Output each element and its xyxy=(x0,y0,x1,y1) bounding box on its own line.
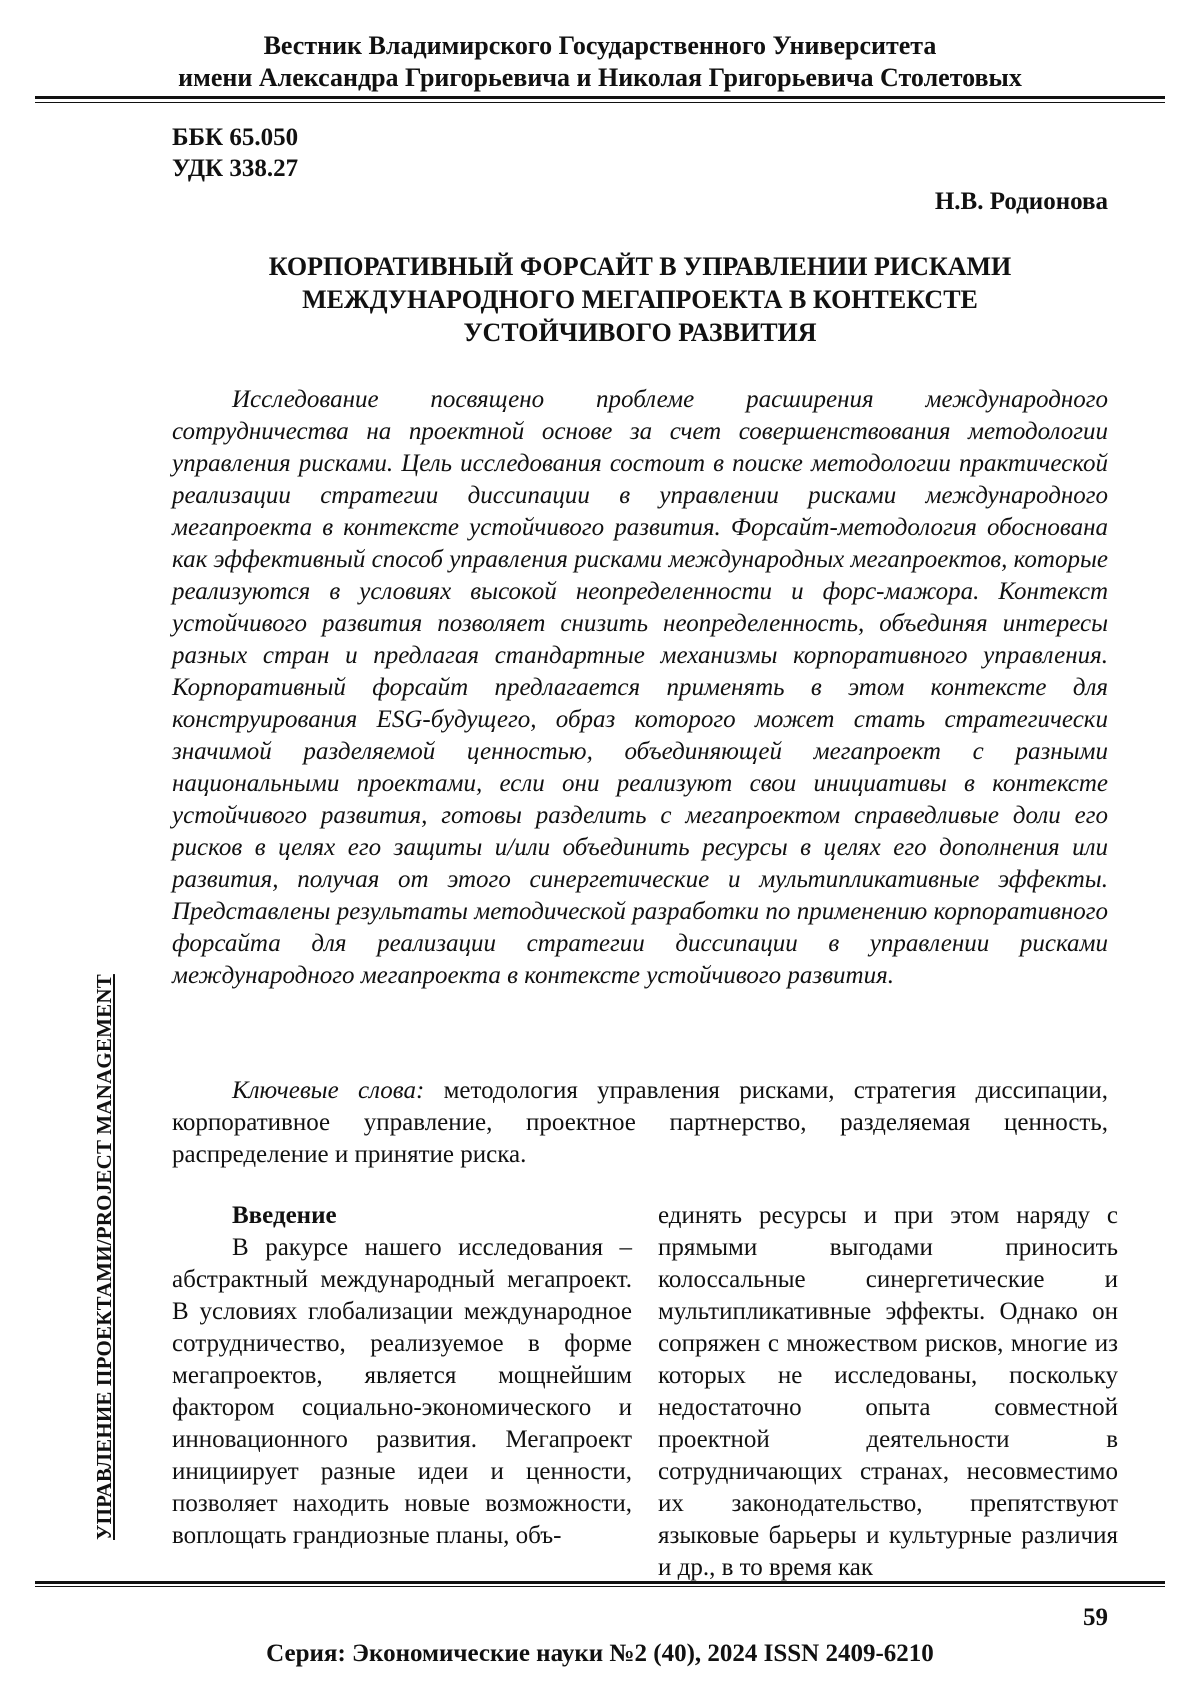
footer-rule-thin xyxy=(35,1586,1165,1587)
footer-rule-thick xyxy=(35,1581,1165,1584)
abstract: Исследование посвящено проблеме расширения международного сотрудничества на проектной основе за счет совершенствования методологии управления рисками. Цель исследования состоит в поиске методологии практической реализации стратегии диссипации в управлении рисками международного мегапроекта в контексте устойчивого развития. Форсайт-методология обоснована как эффективный способ управления рисками международных мегапроектов, которые реализуются в условиях высокой неопределенности и форс-мажора. Контекст устойчивого развития позволяет снизить неопределенность, объединяя интересы разных стран и предлагая стандартные механизмы корпоративного управления. Корпоративный форсайт предлагается применять в этом контексте для конструирования ESG-будущего, образ которого может стать стратегически значимой разделяемой ценностью, объединяющей мегапроект с разными национальными проектами, если они реализуют свои инициативы в контексте устойчивого развития, готовы разделить с мегапроектом справедливые доли его рисков в целях его защиты и/или объединить ресурсы в целях его дополнения или развития, получая от этого синергетические и мультипликативные эффекты. Представлены результаты методической разработки по применению корпоративного форсайта для реализации стратегии диссипации в управлении рисками международного мегапроекта в контексте устойчивого развития. xyxy=(172,386,1108,989)
header-rule-thin xyxy=(35,102,1165,103)
udk-code: УДК 338.27 xyxy=(172,155,299,182)
section-side-label: УПРАВЛЕНИЕ ПРОЕКТАМИ/PROJECT MANAGEMENT xyxy=(92,974,116,1540)
intro-column-left xyxy=(172,1200,632,1552)
classification-codes xyxy=(172,122,298,184)
keywords-label: Ключевые слова: xyxy=(232,1077,425,1104)
intro-column-right xyxy=(658,1200,1118,1584)
page-number: 59 xyxy=(1083,1604,1108,1631)
author-name: Н.В. Родионова xyxy=(934,188,1108,215)
keywords-text: методология управления рисками, стратегия диссипации, корпоративное управление, проектное партнерство, разделяемая ценность, распределение и принятие риска. xyxy=(172,1077,1108,1168)
journal-header xyxy=(35,30,1165,94)
keywords xyxy=(172,1075,1108,1171)
journal-name-line1: Вестник Владимирского Государственного Университета xyxy=(263,31,937,60)
title-line2: МЕЖДУНАРОДНОГО МЕГАПРОЕКТА В КОНТЕКСТЕ xyxy=(302,285,978,314)
article-title xyxy=(172,250,1108,349)
journal-name-line2: имени Александра Григорьевича и Николая Григорьевича Столетовых xyxy=(178,63,1022,92)
series-footer: Серия: Экономические науки №2 (40), 2024 ISSN 2409-6210 xyxy=(266,1640,934,1667)
bbk-code: ББК 65.050 xyxy=(172,124,299,151)
title-line3: УСТОЙЧИВОГО РАЗВИТИЯ xyxy=(463,318,817,347)
header-rule-thick xyxy=(35,96,1165,99)
intro-paragraph-right: единять ресурсы и при этом наряду с прямыми выгодами приносить колоссальные синергетические и мультипликативные эффекты. Однако он сопряжен с множеством рисков, многие из которых не исследованы, поскольку недостаточно опыта совместной проектной деятельности в сотрудничающих странах, несовместимо их законодательство, препятствуют языковые барьеры и культурные различия и др., в то время как xyxy=(658,1202,1118,1581)
intro-paragraph-left: В ракурсе нашего исследования – абстрактный международный мегапроект. В условиях глобализации международное сотрудничество, реализуемое в форме мегапроектов, является мощнейшим фактором социально-экономического и инновационного развития. Мегапроект инициирует разные идеи и ценности, позволяет находить новые возможности, воплощать грандиозные планы, объ- xyxy=(172,1234,632,1549)
title-line1: КОРПОРАТИВНЫЙ ФОРСАЙТ В УПРАВЛЕНИИ РИСКАМИ xyxy=(268,252,1012,281)
intro-heading: Введение xyxy=(232,1202,337,1229)
